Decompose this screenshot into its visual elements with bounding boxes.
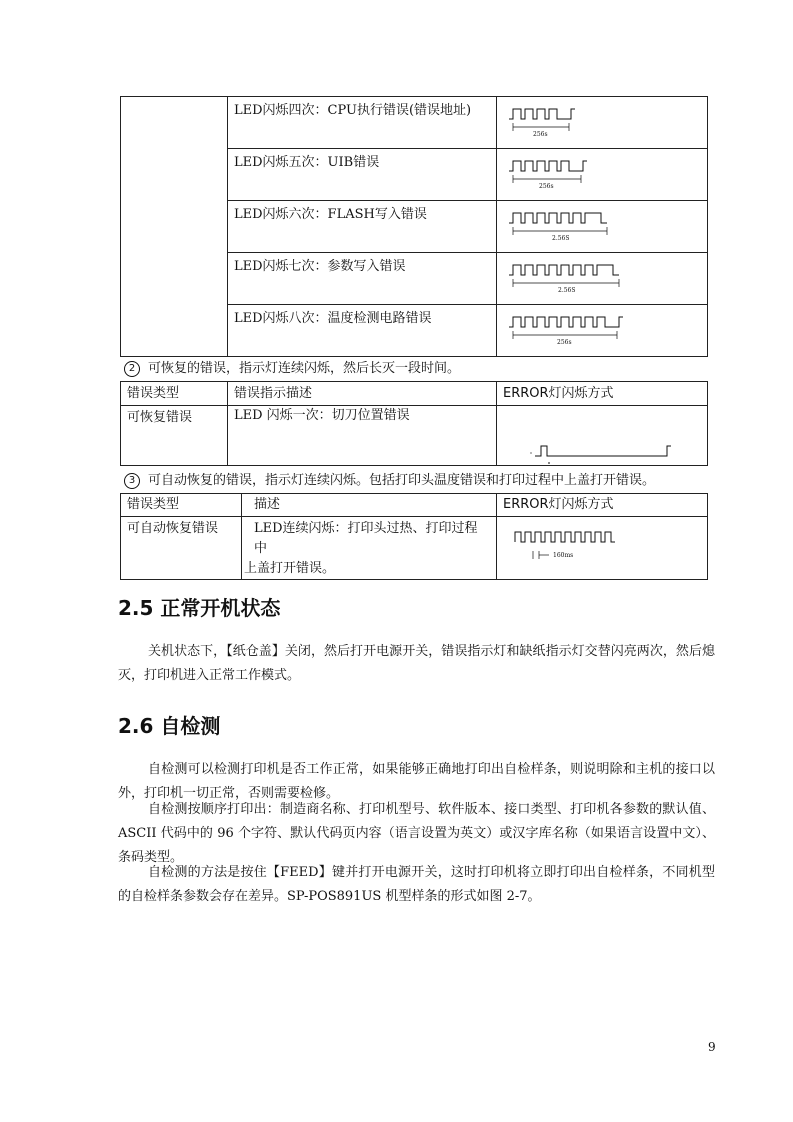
circled-number: 3 xyxy=(124,473,140,489)
error-description-line2: 上盖打开错误。 xyxy=(244,561,336,576)
flash-pulse-line xyxy=(509,265,619,275)
timing-label: 160ms xyxy=(553,552,574,559)
flash-waveform xyxy=(497,201,697,251)
error-description: LED 闪烁一次：切刀位置错误 xyxy=(234,408,410,423)
header-flash-mode: ERROR灯闪烁方式 xyxy=(503,386,614,401)
note-text: 可自动恢复的错误，指示灯连续闪烁。包括打印头温度错误和打印过程中上盖打开错误。 xyxy=(148,473,656,488)
section-heading-2-5: 2.5 正常开机状态 xyxy=(118,596,281,620)
error-description-line1: LED连续闪烁：打印头过热、打印过程中 xyxy=(254,521,478,556)
section-2-5-paragraph: 关机状态下，【纸仓盖】关闭，然后打开电源开关，错误指示灯和缺纸指示灯交替闪亮两次，然后熄灭，打印机进入正常工作模式。 xyxy=(118,644,715,683)
single-flash-waveform xyxy=(497,406,697,464)
error-description: LED闪烁四次：CPU执行错误(错误地址) xyxy=(234,103,472,118)
timing-label: 256s xyxy=(557,339,572,346)
note-auto-recoverable xyxy=(124,471,655,491)
header-flash-mode: ERROR灯闪烁方式 xyxy=(503,497,614,512)
header-description: 错误指示描述 xyxy=(234,386,313,401)
section-2-6-paragraph-1: 自检测可以检测打印机是否工作正常，如果能够正确地打印出自检样条，则说明除和主机的接口以外，打印机一切正常，否则需要检修。 xyxy=(118,762,715,801)
flash-pulse-line xyxy=(509,213,607,223)
flash-pulse-line xyxy=(509,161,587,171)
section-2-6-paragraph-3: 自检测的方法是按住【FEED】键并打开电源开关，这时打印机将立即打印出自检样条，不同机型的自检样条参数会存在差异。SP-POS891US 机型样条的形式如图 2-7。 xyxy=(118,865,715,904)
note-text: 可恢复的错误，指示灯连续闪烁，然后长灭一段时间。 xyxy=(148,361,461,376)
table-row xyxy=(121,97,708,149)
header-description: 描述 xyxy=(254,497,281,512)
timing-label: 256s xyxy=(533,131,548,138)
continuous-flash-waveform xyxy=(497,517,697,564)
flash-pulse-line xyxy=(509,109,575,119)
error-table-2 xyxy=(120,381,708,466)
header-error-type: 错误类型 xyxy=(127,497,180,512)
error-type: 可恢复错误 xyxy=(127,410,193,425)
flash-waveform xyxy=(497,253,697,303)
flash-pulse-line xyxy=(509,317,623,327)
error-type: 可自动恢复错误 xyxy=(127,521,219,536)
error-table-3 xyxy=(120,493,708,580)
circled-number: 2 xyxy=(124,361,140,377)
note-recoverable xyxy=(124,359,460,379)
timing-label: 2.56S xyxy=(558,287,576,294)
error-description: LED闪烁五次：UIB错误 xyxy=(234,155,380,170)
flash-waveform xyxy=(497,97,697,147)
error-table-1 xyxy=(120,96,708,357)
flash-waveform xyxy=(497,149,697,199)
section-heading-2-6: 2.6 自检测 xyxy=(118,714,221,738)
flash-waveform xyxy=(497,305,697,355)
error-type-cell xyxy=(121,97,228,357)
timing-label: 256s xyxy=(539,183,554,190)
timing-label: 2.56S xyxy=(552,235,570,242)
page-number: 9 xyxy=(708,1040,716,1054)
error-description: LED闪烁七次：参数写入错误 xyxy=(234,259,406,274)
error-description: LED闪烁八次：温度检测电路错误 xyxy=(234,311,432,326)
error-description: LED闪烁六次：FLASH写入错误 xyxy=(234,207,427,222)
section-2-6-paragraph-2: 自检测按顺序打印出：制造商名称、打印机型号、软件版本、接口类型、打印机各参数的默认值、ASCII 代码中的 96 个字符、默认代码页内容（语言设置为英文）或汉字库名称（如果语言设置中文）、条码类型。 xyxy=(118,802,715,865)
header-error-type: 错误类型 xyxy=(127,386,180,401)
